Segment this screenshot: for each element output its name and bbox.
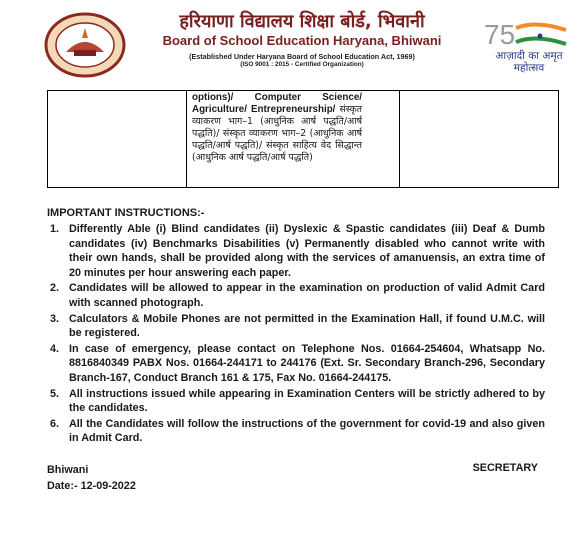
board-name-english: Board of School Education Haryana, Bhiwani (162, 33, 442, 48)
instruction-item: 5. All instructions issued while appearing in Examination Centers will be strictly adhered to by the candidates. (50, 387, 545, 415)
subjects-english: options)/ Computer Science/ Agriculture/ Entrepreneurship/ (192, 92, 362, 115)
instruction-item: 3. Calculators & Mobile Phones are not permitted in the Examination Hall, if found U.M.C. will be registered. (50, 312, 545, 340)
signatory: SECRETARY (472, 462, 538, 474)
issue-date: Date:- 12-09-2022 (47, 480, 136, 492)
place-and-date (47, 462, 136, 494)
instructions-heading: IMPORTANT INSTRUCTIONS:- (47, 207, 205, 219)
table-cell-left (48, 91, 187, 187)
table-cell-right (399, 91, 558, 187)
letterhead (0, 0, 579, 82)
subjects-hindi: संस्कृत व्याकरण भाग–1 (आधुनिक आर्ष पद्धति/आर्ष पद्धति)/ संस्कृत व्याकरण भाग–2 (आधुनिक आर्ष पद्धति/आर्ष पद्धति)/ संस्कृत साहित्य वेद सिद्धान्त (आधुनिक आर्ष पद्धति/आर्ष पद्धति) (192, 104, 362, 163)
iso-note: (ISO 9001 : 2015 - Certified Organization) (240, 61, 364, 68)
instruction-item: 6. All the Candidates will follow the instructions of the government for covid-19 and also given in Admit Card. (50, 417, 545, 445)
azadi-text: आज़ादी का अमृत महोत्सव (495, 50, 563, 74)
established-note: (Established Under Haryana Board of School Education Act, 1969) (189, 52, 415, 61)
instructions-list (47, 222, 545, 447)
instruction-item: 1. Differently Able (i) Blind candidates (ii) Dyslexic & Spastic candidates (iii) Deaf & Dumb candidates (iv) Benchmarks Disabilities (v) Permanently disabled who cannot write with their own hands, shall be provided along with the services of amanuensis, an extra time of 20 minutes per hour answering each paper. (50, 223, 545, 279)
subjects-cell-text (192, 92, 362, 164)
instruction-item: 2. Candidates will be allowed to appear in the examination on production of valid Admit Card with scanned photograph. (50, 282, 545, 309)
board-name-hindi: हरियाणा विद्यालय शिक्षा बोर्ड, भिवानी (179, 11, 425, 32)
board-seal-logo (44, 12, 126, 78)
azadi-number: 75 (484, 19, 516, 50)
instruction-item: 4. In case of emergency, please contact on Telephone Nos. 01664-254604, Whatsapp No. 8816840349 PABX Nos. 01664-244171 to 244176 (Ext. Sr. Secondary Branch-296, Secondary Branch-167, Conduct Branch 161 & 175, Fax No. 01664-244175. (50, 342, 545, 384)
place: Bhiwani (47, 464, 89, 476)
